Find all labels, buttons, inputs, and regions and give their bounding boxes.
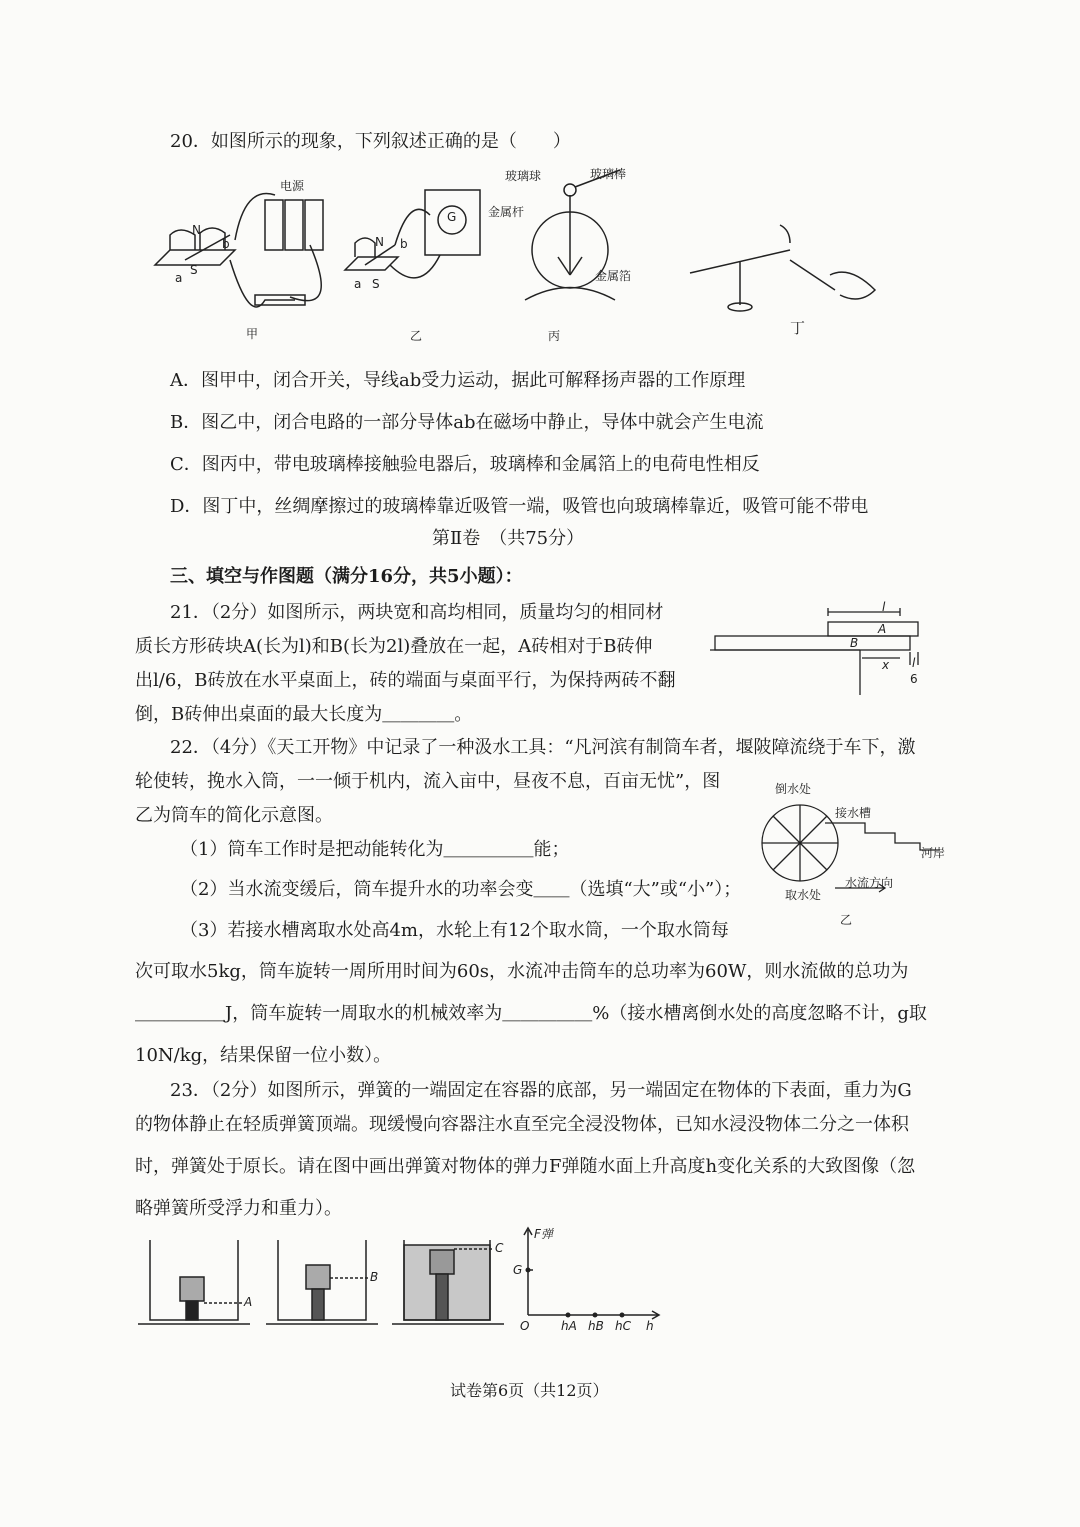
label-yi: 乙 <box>410 329 423 343</box>
q23-label-hB: hB <box>588 1319 604 1333</box>
q22-sub-3: （3）若接水槽离取水处高4m，水轮上有12个取水筒，一个取水筒每 <box>180 920 729 941</box>
figure-jia <box>155 193 323 306</box>
label-a-jia: a <box>175 271 183 285</box>
q20-figures-svg <box>150 165 890 345</box>
label-dianyuan: 电源 <box>280 179 305 193</box>
q20-stem: 20．如图所示的现象，下列叙述正确的是（ ） <box>170 131 571 152</box>
q21-label-frac-top: l <box>912 656 916 670</box>
q22-sub-5: ＿＿＿＿＿J，筒车旋转一周取水的机械效率为＿＿＿＿＿%（接水槽离倒水处的高度忽略不计，g取 <box>135 1003 927 1024</box>
q20-figure <box>150 165 890 345</box>
q22-line-2: 轮使转，挽水入筒，一一倾于机内，流入亩中，昼夜不息，百亩无忧”，图 <box>135 771 721 792</box>
q23-line-2: 的物体静止在轻质弹簧顶端。现缓慢向容器注水直至完全浸没物体，已知水浸没物体二分之一体积 <box>135 1114 909 1135</box>
label-jia: 甲 <box>246 327 259 341</box>
figure-ding <box>690 225 875 311</box>
q22-line-1: 22．（4分）《天工开物》中记录了一种汲水工具：“凡河滨有制筒车者，堰陂障流绕于车下，激 <box>170 737 916 758</box>
q20-option-d: D．图丁中，丝绸摩擦过的玻璃棒靠近吸管一端，吸管也向玻璃棒靠近，吸管可能不带电 <box>170 496 869 517</box>
q22-label-shuiliu: 水流方向 <box>845 876 894 890</box>
q23-label-F: F弹 <box>534 1227 553 1241</box>
q23-label-G: G <box>513 1263 523 1277</box>
q23-line-3: 时，弹簧处于原长。请在图中画出弹簧对物体的弹力F弹随水面上升高度h变化关系的大致图像（忽 <box>135 1156 916 1177</box>
label-S-yi: S <box>372 277 380 291</box>
q23-label-O: O <box>520 1319 530 1333</box>
q23-label-h: h <box>646 1319 654 1333</box>
q21-figure-svg <box>710 600 930 700</box>
q23-label-hC: hC <box>615 1319 631 1333</box>
q21-label-B: B <box>850 636 859 650</box>
q22-label-qushui: 取水处 <box>785 888 822 902</box>
q23-label-B: B <box>370 1270 379 1284</box>
label-N-jia: N <box>192 223 201 237</box>
q20-option-c: C．图丙中，带电玻璃棒接触验电器后，玻璃棒和金属箔上的电荷电性相反 <box>170 454 760 475</box>
q21-label-x: x <box>882 658 890 672</box>
q21-label-l: l <box>882 600 886 614</box>
q23-label-A: A <box>244 1295 253 1309</box>
page-footer: 试卷第6页（共12页） <box>450 1381 609 1400</box>
q20-option-a: A．图甲中，闭合开关，导线ab受力运动，据此可解释扬声器的工作原理 <box>170 370 746 391</box>
q22-label-yi: 乙 <box>840 913 853 927</box>
q23-line-4: 略弹簧所受浮力和重力）。 <box>135 1198 342 1219</box>
q23-label-hA: hA <box>561 1319 577 1333</box>
label-bing: 丙 <box>548 329 561 343</box>
q22-label-hean: 河岸 <box>921 846 946 860</box>
q20-option-b: B．图乙中，闭合电路的一部分导体ab在磁场中静止，导体中就会产生电流 <box>170 412 764 433</box>
label-N-yi: N <box>375 235 384 249</box>
q21-line-2: 质长方形砖块A(长为l)和B(长为2l)叠放在一起，A砖相对于B砖伸 <box>135 636 653 657</box>
q21-label-A: A <box>878 622 887 636</box>
q21-line-3: 出l/6，B砖放在水平桌面上，砖的端面与桌面平行，为保持两砖不翻 <box>135 670 676 691</box>
label-bolibang: 玻璃棒 <box>590 167 627 181</box>
part2-title: 第Ⅱ卷 （共75分） <box>432 528 585 549</box>
q22-line-3: 乙为筒车的简化示意图。 <box>135 805 333 826</box>
q22-sub-1: （1）筒车工作时是把动能转化为＿＿＿＿＿能； <box>180 839 570 860</box>
label-b-yi: b <box>400 237 408 251</box>
q22-label-jieshuicao: 接水槽 <box>835 806 872 820</box>
label-a-yi: a <box>354 277 362 291</box>
section3-title: 三、填空与作图题（满分16分，共5小题）： <box>170 566 523 587</box>
label-G: G <box>447 210 457 224</box>
label-b-jia: b <box>222 237 230 251</box>
q23-figure <box>138 1225 668 1340</box>
q22-figure <box>745 778 955 928</box>
label-boliqiu: 玻璃球 <box>505 169 542 183</box>
q23-line-1: 23．（2分）如图所示，弹簧的一端固定在容器的底部，另一端固定在物体的下表面，重力为G <box>170 1080 912 1101</box>
q23-label-C: C <box>495 1241 504 1255</box>
q21-figure <box>710 600 930 700</box>
q21-line-4: 倒，B砖伸出桌面的最大长度为＿＿＿＿。 <box>135 704 473 725</box>
q22-sub-2: （2）当水流变缓后，筒车提升水的功率会变＿＿（选填“大”或“小”）； <box>180 879 742 900</box>
label-jinshubo: 金属箔 <box>595 269 632 283</box>
q21-line-1: 21．（2分）如图所示，两块宽和高均相同，质量均匀的相同材 <box>170 602 664 623</box>
label-S-jia: S <box>190 263 198 277</box>
figure-yi <box>345 190 480 278</box>
label-ding: 丁 <box>790 319 806 337</box>
q22-sub-4: 次可取水5kg，筒车旋转一周所用时间为60s，水流冲击筒车的总功率为60W，则水流做的总功为 <box>135 961 909 982</box>
label-jinshugan: 金属杆 <box>488 205 525 219</box>
q21-label-frac-bot: 6 <box>910 672 918 686</box>
q22-sub-6: 10N/kg，结果保留一位小数）。 <box>135 1045 392 1066</box>
q22-label-daoshui: 倒水处 <box>775 782 812 796</box>
